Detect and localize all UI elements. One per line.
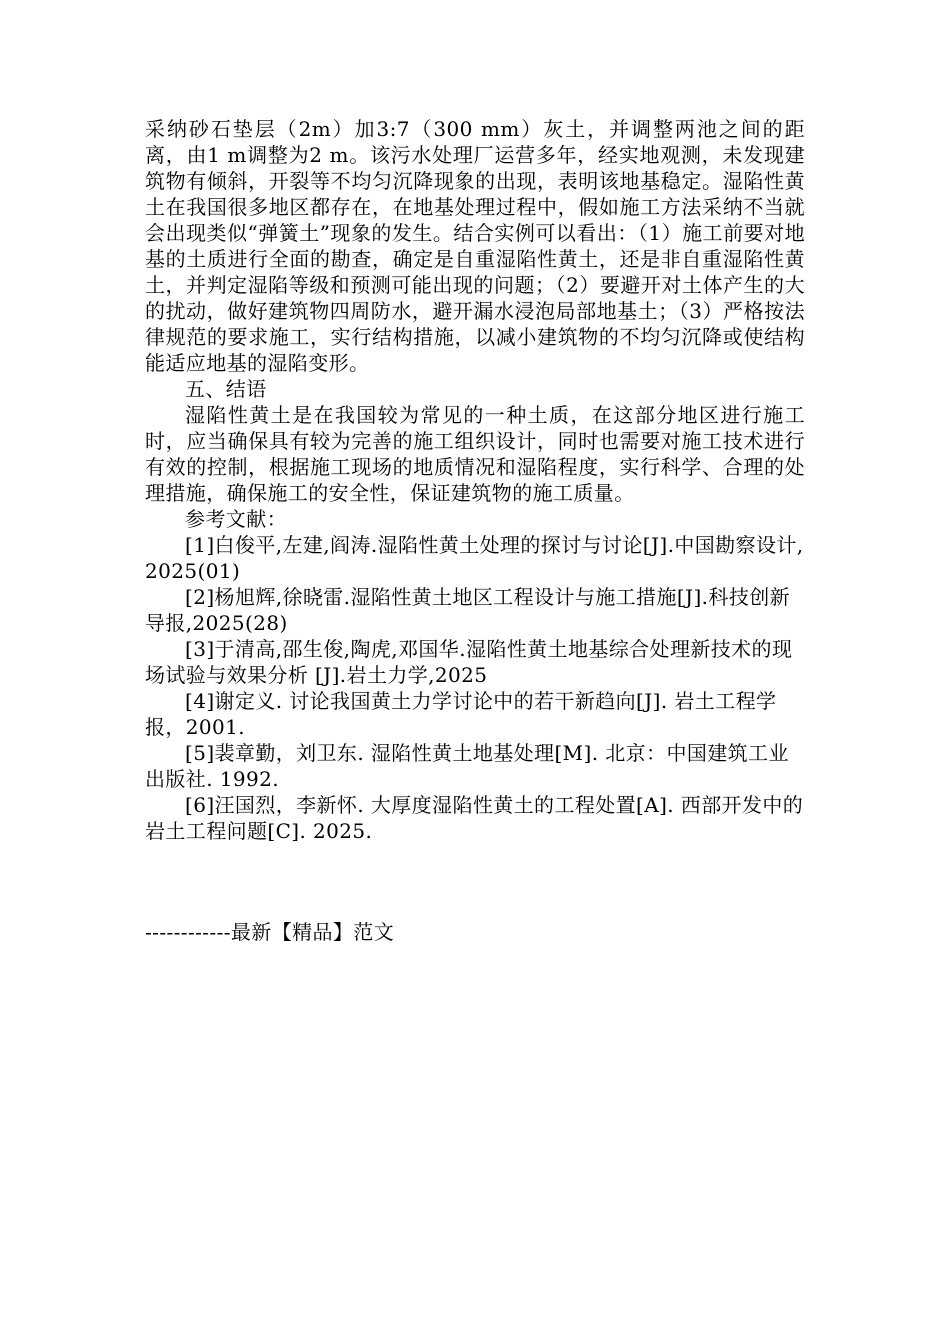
reference-item: [5]裴章勤，刘卫东. 湿陷性黄土地基处理[M]. 北京：中国建筑工业出版社. 1992. — [145, 741, 789, 791]
reference-item: [4]谢定义. 讨论我国黄土力学讨论中的若干新趋向[J]. 岩土工程学报，2001. — [145, 689, 777, 739]
section-heading-conclusion: 五、结语 — [185, 377, 267, 401]
conclusion-paragraph: 湿陷性黄土是在我国较为常见的一种土质，在这部分地区进行施工时，应当确保具有较为完善的施工组织设计，同时也需要对施工技术进行有效的控制，根据施工现场的地质情况和湿陷程度，实行科学、合理的处理措施，确保施工的安全性，保证建筑物的施工质量。 — [145, 403, 805, 505]
reference-item: [6]汪国烈，李新怀. 大厚度湿陷性黄土的工程处置[A]. 西部开发中的岩土工程问题[C]. 2025. — [145, 793, 804, 843]
references-heading: 参考文献： — [185, 507, 287, 531]
reference-item: [3]于清高,邵生俊,陶虎,邓国华.湿陷性黄土地基综合处理新技术的现场试验与效果分析 [J].岩土力学,2025 — [145, 637, 793, 687]
reference-item: [2]杨旭辉,徐晓雷.湿陷性黄土地区工程设计与施工措施[J].科技创新导报,2025(28) — [145, 585, 791, 635]
intro-paragraph: 采纳砂石垫层（2m）加3:7（300 mm）灰土，并调整两池之间的距离，由1 m调整为2 m。该污水处理厂运营多年，经实地观测，未发现建筑物有倾斜，开裂等不均匀沉降现象的出现，表明该地基稳定。湿陷性黄土在我国很多地区都存在，在地基处理过程中，假如施工方法采纳不当就会出现类似“弹簧土”现象的发生。结合实例可以看出：（1）施工前要对地基的土质进行全面的勘查，确定是自重湿陷性黄土，还是非自重湿陷性黄土，并判定湿陷等级和预测可能出现的问题；（2）要避开对土体产生的大的扰动，做好建筑物四周防水，避开漏水浸泡局部地基土；（3）严格按法律规范的要求施工，实行结构措施，以减小建筑物的不均匀沉降或使结构能适应地基的湿陷变形。 — [145, 117, 805, 375]
page-footer: ------------最新【精品】范文 — [145, 920, 395, 944]
document-body — [145, 116, 805, 844]
reference-list — [145, 532, 805, 844]
reference-item: [1]白俊平,左建,阎涛.湿陷性黄土处理的探讨与讨论[J].中国勘察设计,2025(01) — [145, 533, 804, 583]
